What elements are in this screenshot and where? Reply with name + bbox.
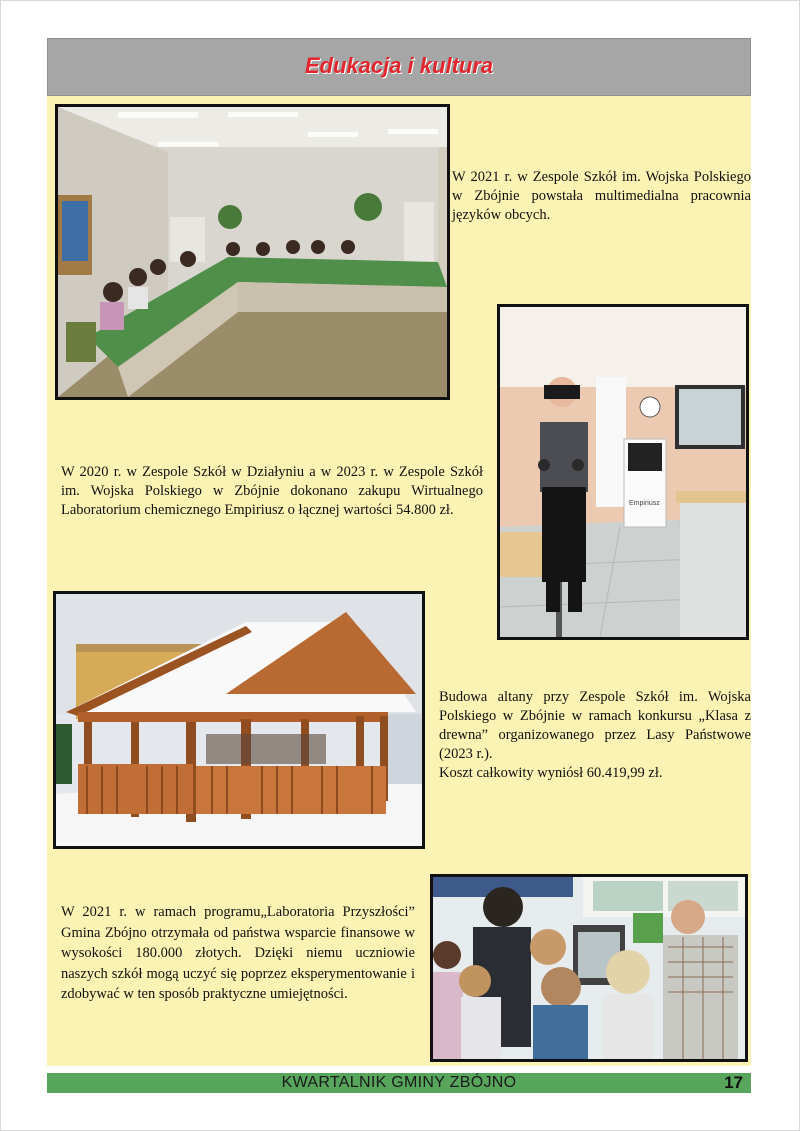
section-3-text: Budowa altany przy Zespole Szkół im. Wojska Polskiego w Zbójnie w ramach konkursu „Klasa z drewna” organizowanego przez Lasy Państwowe (2023 r.). [439,689,751,762]
content-area [47,96,751,1066]
footer-bar [47,1073,751,1093]
wooden-gazebo-photo [53,591,425,849]
page-number: 17 [724,1073,743,1092]
3d-printer-students-photo [430,874,748,1062]
section-1-text: W 2021 r. w Zespole Szkół im. Wojska Polskiego w Zbójnie powstała multimedialna pracownia języków obcych. [452,169,751,223]
section-2-text: W 2020 r. w Zespole Szkół w Działyniu a w 2023 r. w Zespole Szkół im. Wojska Polskiego w Zbójnie dokonano zakupu Wirtualnego Laboratorium chemicznego Empiriusz o łącznej wartości 54.800 zł. [61,464,483,518]
language-lab-photo [55,104,450,400]
page-title: Edukacja i kultura [304,53,494,78]
section-3-cost: Koszt całkowity wyniósł 60.419,99 zł. [439,765,663,781]
footer-title: KWARTALNIK GMINY ZBÓJNO [281,1074,517,1091]
section-4-text: W 2021 r. w ramach programu„Laboratoria Przyszłości” Gmina Zbójno otrzymała od państwa wsparcie finansowe w wysokości 180.000 złotych. Dzięki niemu uczniowie naszych szkół mogą uczyć się poprzez eksperymentowanie i zdobywać w ten sposób praktyczne umiejętności. [61,904,415,1002]
vr-laboratory-photo [497,304,749,640]
header-bar [47,38,751,96]
empiriusz-label: Empiriusz [629,500,660,507]
